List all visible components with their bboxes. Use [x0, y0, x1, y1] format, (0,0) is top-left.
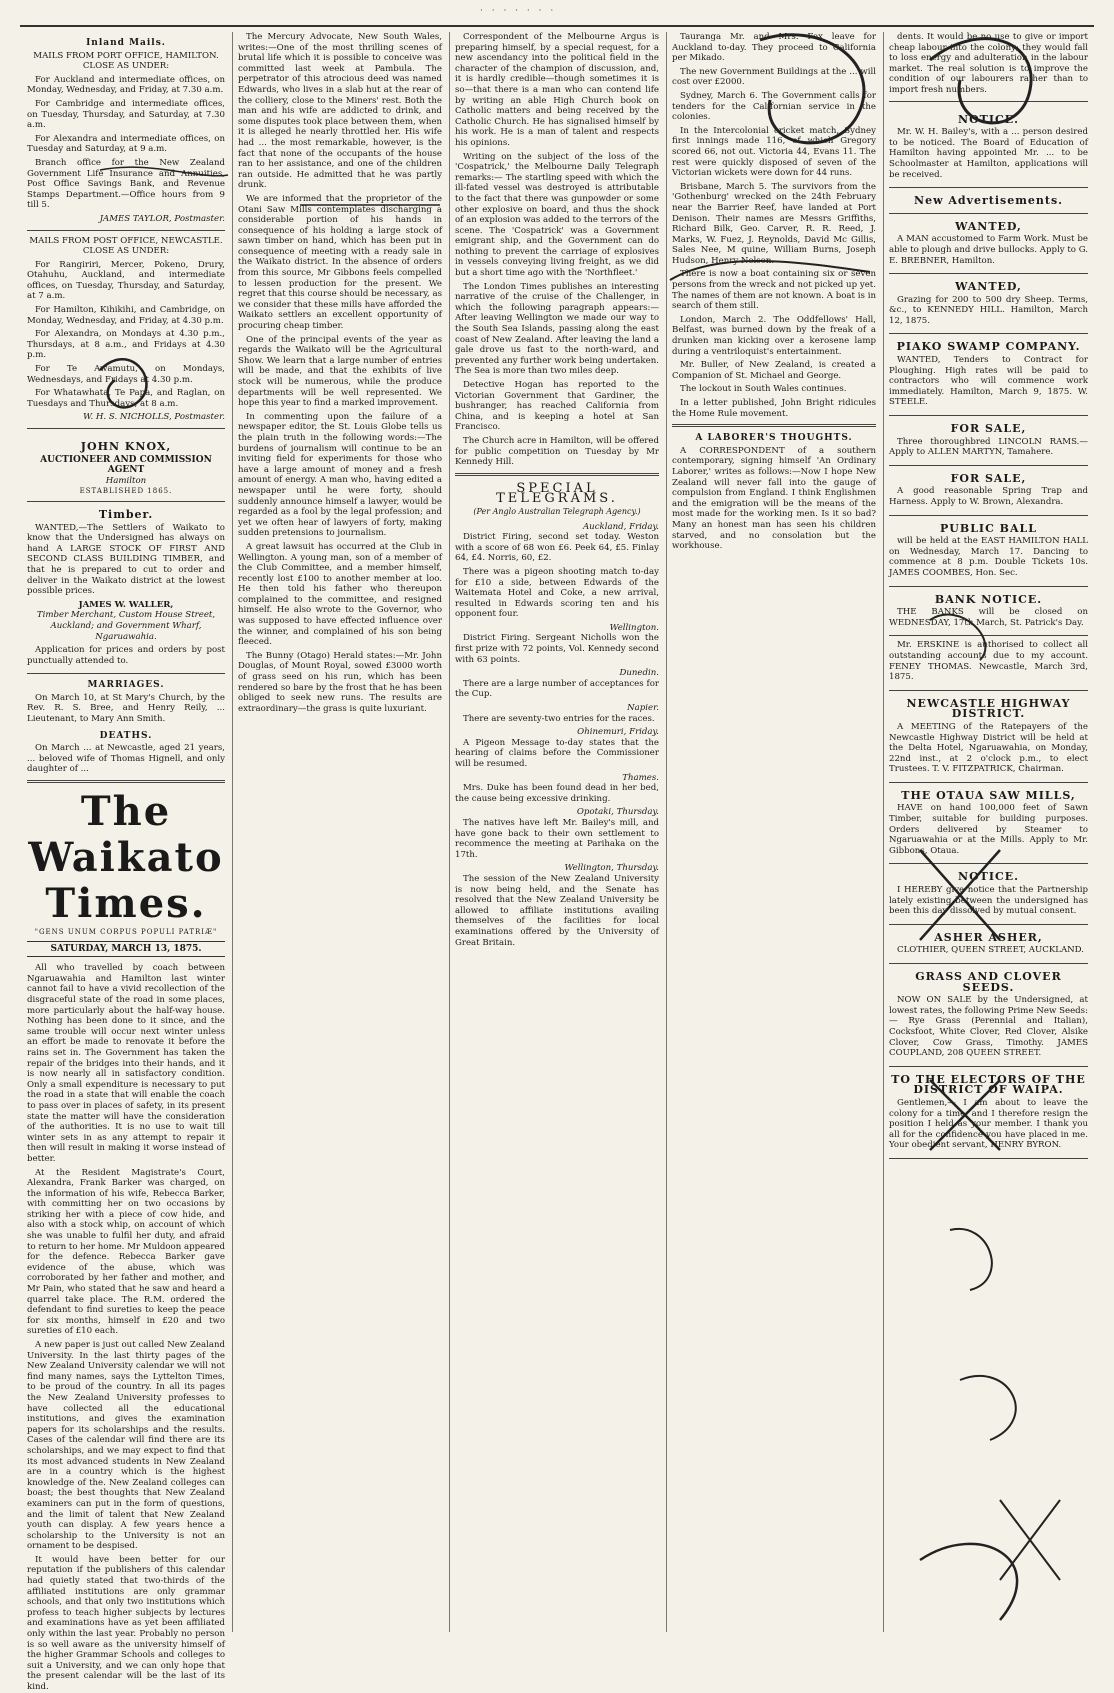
- ad-heading: FOR SALE,: [950, 422, 1027, 436]
- column-2-body: [238, 32, 442, 714]
- ad-text: I HEREBY give notice that the Partnership lately existing between the undersigned has been this day dissolved by mutual consent.: [889, 885, 1088, 917]
- classified-ad: [889, 214, 1088, 274]
- ad-text: A MEETING of the Ratepayers of the Newcastle Highway District will be held at the Delta Hotel, Ngaruawahia, on Monday, 22nd inst., at 2 o'clock p.m., to elect Trustees. T. V. FITZPATRICK, Chairman.: [889, 721, 1088, 775]
- mails-intro: MAILS FROM PORT OFFICE, HAMILTON. CLOSE AS UNDER:: [33, 50, 219, 72]
- mail-line: For Rangiriri, Mercer, Pokeno, Drury, Otahuhu, Auckland, and intermediate offices, on Tuesday, Thursday, and Saturday, at 7 a.m.: [27, 259, 225, 302]
- telegram-place: Auckland, Friday.: [582, 521, 659, 532]
- telegram-item: [455, 623, 659, 665]
- masthead-title: The Waikato Times.: [28, 788, 224, 928]
- column-4: [666, 32, 881, 1632]
- mails2-intro: MAILS FROM POST OFFICE, NEWCASTLE. CLOSE AS UNDER:: [29, 235, 223, 257]
- telegram-text: The natives have left Mr. Bailey's mill, and have gone back to their own settlement to recommence the meeting at Parihaka on the 17th.: [455, 817, 659, 860]
- column-2: [232, 32, 447, 1632]
- labour-text: A CORRESPONDENT of a southern contemporary, signing himself 'An Ordinary Laborer,' writes as follows:—Now I hope New Zealand will never fall into the gauge of compulsion from England. I think Englishmen and the emigration will be the means of the most made for the working men. Is it so bad? Many an honest man has seen his children starved, and no consolation but the workhouse.: [672, 445, 876, 552]
- column-3: [449, 32, 664, 1632]
- ad-text: A good reasonable Spring Trap and Harness. Apply to W. Brown, Alexandra.: [889, 486, 1088, 507]
- article-paragraph: In a letter published, John Bright ridicules the Home Rule movement.: [672, 398, 876, 419]
- article-paragraph: Correspondent of the Melbourne Argus is preparing himself, by a special request, for a new ascendancy into the political field in the character of the champion of discussion, and, it is hardly credible—though sometimes it is so—that there is a man who can contend life by writing an able High Church book on Catholic matters and being received by the Catholic Church. He has signalised himself by his work. He is a man of talent and respects his opinions.: [455, 32, 659, 148]
- ad-heading: New Advertisements.: [914, 194, 1063, 208]
- knox-name: JOHN KNOX,: [80, 440, 172, 453]
- classified-ad: [889, 274, 1088, 334]
- article-paragraph: In commenting upon the failure of a newspaper editor, the St. Louis Globe tells us the plain truth in the following words:—The burdens of journalism will continue to be an inviting field for experiments for those who have a large amount of money and a fresh amount of energy. A man who, having edited a newspaper until he were forty, should suddenly announce himself a lawyer, would be regarded as a fool by the legal profession; and yet we often hear of lawyers of forty, making sudden pretensions to journalism.: [238, 411, 442, 539]
- telegrams-heading: SPECIAL TELEGRAMS.: [496, 480, 618, 507]
- article-paragraph: Brisbane, March 5. The survivors from the 'Gothenburg' wrecked on the 24th February near the Barrier Reef, have landed at Port Denison. Their names are Messrs Griffiths, Richard Bilk, Geo. Carver, R. R. Reed, J. Marks, W. Fuez, J. Reynolds, David Mc Gillis, Sales Nee, M quine, William Burns, Joseph Hudson, Henry Nelson.: [672, 181, 876, 266]
- ad-heading: TO THE ELECTORS OF THE DISTRICT OF WAIPA.: [891, 1072, 1086, 1097]
- article-paragraph: In the Intercolonial cricket match, Sydney first innings made 116, of which Gregory scored 66, not out. Victoria 44, Evans 11. The rest were quickly disposed of seven of the Victorian wickets were down for 44 runs.: [672, 125, 876, 179]
- knox-est: ESTABLISHED 1865.: [79, 487, 173, 496]
- mails-list: [27, 75, 225, 211]
- telegram-text: District Firing. Sergeant Nicholls won the first prize with 72 points, Vol. Kennedy second with 63 points.: [455, 633, 659, 665]
- telegrams-sub: (Per Anglo Australian Telegraph Agency.): [473, 506, 641, 516]
- article-paragraph: We are informed that the proprietor of the Otani Saw Mills contemplates discharging a considerable portion of his hands in consequence of his holding a large stock of sawn timber on hand, which has been put in consequence of meeting with a ready sale in the Waikato district. In the absence of orders from this source, Mr Gibbons feels compelled to lessen production for the present. We regret that this course should be necessary, as we consider that these mills have afforded the Waikato settlers an excellent opportunity of procuring cheap timber.: [238, 193, 442, 332]
- timber-sub: Timber Merchant, Custom House Street, Auckland; and Government Wharf, Ngaruawahia.: [36, 610, 216, 642]
- ad-heading: WANTED,: [955, 280, 1022, 294]
- telegram-item: [455, 863, 659, 948]
- column-5-body: [889, 32, 1088, 96]
- telegram-place: Dunedin.: [619, 668, 659, 679]
- column-5-ads: [889, 107, 1088, 1159]
- marriages-heading: MARRIAGES.: [87, 680, 165, 691]
- classified-ad: [889, 188, 1088, 214]
- ad-text: A MAN accustomed to Farm Work. Must be able to plough and drive bullocks. Apply to G. E. BREBNER, Hamilton.: [889, 234, 1088, 266]
- article-paragraph: The Mercury Advocate, New South Wales, writes:—One of the most thrilling scenes of brutal life which it is possible to conceive was committed last week at Pambula. The perpetrator of this atrocious deed was named Edwards, who lives in a slab hut at the rear of the colliery, close to the Miners' rest. Both the man and his wife are addicted to drink, and some disputes took place between them, when it is alleged he nearly throttled her. His wife had ... the most remarkable, however, is the fact that none of the occupants of the house ran to her assistance, and one of the children ran outside. He admitted that he was partly drunk.: [238, 32, 442, 191]
- telegram-item: [455, 703, 659, 724]
- classified-ad: [889, 1067, 1088, 1159]
- ad-text: Grazing for 200 to 500 dry Sheep. Terms, &c., to KENNEDY HILL. Hamilton, March 12, 1875.: [889, 294, 1088, 326]
- classified-ad: [889, 925, 1088, 964]
- mail-line: For Alexandra, on Mondays at 4.30 p.m., Thursdays, at 8 a.m., and Fridays at 4.30 p.m.: [27, 329, 225, 361]
- telegram-text: Mrs. Duke has been found dead in her bed, the cause being excessive drinking.: [455, 783, 659, 804]
- telegram-place: Napier.: [627, 703, 659, 714]
- top-rule: [20, 25, 1094, 27]
- classified-ad: [889, 636, 1088, 690]
- labour-heading: A LABORER'S THOUGHTS.: [695, 433, 853, 444]
- telegram-text: There was a pigeon shooting match to-day for £10 a side, between Edwards of the Waitemata Hotel and Coke, a new arrival, resulted in Edwards scoring ten and his opponent four.: [455, 566, 659, 620]
- telegram-item: [455, 522, 659, 564]
- telegram-text: District Firing, second set today. Weston with a score of 68 won £6. Peek 64, £5. Finlay 64, £4. Norris, 60, £2.: [455, 532, 659, 564]
- telegram-place: Ohinemuri, Friday.: [577, 727, 659, 738]
- ad-text: will be held at the EAST HAMILTON HALL on Wednesday, March 17. Dancing to commence at 8 p.m. Double Tickets 10s. JAMES COOMBES, Hon. Sec.: [889, 536, 1088, 578]
- classified-ad: [889, 107, 1088, 189]
- deaths-heading: DEATHS.: [99, 730, 153, 741]
- ad-text: CLOTHIER, QUEEN STREET, AUCKLAND.: [897, 945, 1085, 956]
- marriages-text: On March 10, at St Mary's Church, by the Rev. R. S. Bree, and Henry Reily, ... Lieutenant, to Mary Ann Smith.: [27, 692, 225, 725]
- ad-heading: NOTICE.: [958, 870, 1019, 884]
- article-paragraph: Tauranga Mr. and Mrs. Fox leave for Auckland to-day. They proceed to California per Mikado.: [672, 32, 876, 64]
- telegram-text: There are seventy-two entries for the races.: [463, 713, 655, 724]
- article-paragraph: The lockout in South Wales continues.: [680, 384, 847, 395]
- article-paragraph: dents. It would be no use to give or import cheap labour into the colony; they would fall to loss energy and adulteration in the labour market. The real solution is to improve the condition of our labourers rather than to import fresh numbers.: [889, 32, 1088, 95]
- mail-line: For Cambridge and intermediate offices, on Tuesday, Thursday, and Saturday, at 7.30 a.m.: [27, 98, 225, 131]
- ad-text: Mr. W. H. Bailey's, with a ... person desired to be noticed. The Board of Education of Hamilton having appointed Mr. ... to be Schoolmaster at Hamilton, applications will be received.: [889, 127, 1088, 180]
- mail-line: For Whatawhata, Te Papa, and Raglan, on Tuesdays and Thursdays, at 8 a.m.: [27, 388, 225, 409]
- article-paragraph: It would have been better for our reputation if the publishers of this calendar had quietly stated that two-thirds of the affiliated institutions are only grammar schools, and that only two institutions which profess to teach higher subjects by lectures and examinations have as yet been affiliated only within the last year. Probably no person is so well aware as the university himself of the higher Grammar Schools and colleges to suit a University, and we can only hope that the present calendar will be the last of its kind.: [27, 1554, 225, 1692]
- telegram-item: [455, 727, 659, 769]
- telegram-item: [455, 668, 659, 700]
- article-paragraph: Sydney, March 6. The Government calls for tenders for the Californian service in the colonies.: [672, 90, 876, 123]
- telegram-item: [455, 773, 659, 805]
- classified-ad: [889, 416, 1088, 466]
- telegram-place: Opotaki, Thursday.: [576, 807, 659, 818]
- telegram-item: [455, 567, 659, 620]
- knox-title: AUCTIONEER AND COMMISSION AGENT: [40, 454, 212, 476]
- mails-heading: Inland Mails.: [86, 38, 166, 48]
- masthead-dateline: SATURDAY, MARCH 13, 1875.: [27, 941, 225, 958]
- classified-ad: [889, 864, 1088, 924]
- article-paragraph: Mr. Buller, of New Zealand, is created a Companion of St. Michael and George.: [672, 360, 876, 381]
- mail-line: For Te Awamutu, on Mondays, Wednesdays, and Fridays at 4.30 p.m.: [27, 364, 225, 385]
- column-3-body: [455, 32, 659, 468]
- ad-heading: GRASS AND CLOVER SEEDS.: [915, 970, 1062, 994]
- mail-line: For Alexandra and intermediate offices, on Tuesday and Saturday, at 9 a.m.: [27, 133, 225, 155]
- article-paragraph: At the Resident Magistrate's Court, Alexandra, Frank Barker was charged, on the information of his wife, Rebecca Barker, with committing her on two occasions by striking her with a piece of cow hide, and also with a stock whip, on account of which she was unable to fulfil her duty, and afraid to return to her home. Mr Muldoon appeared for the defence. Rebecca Barker gave evidence of the abuse, which was corroborated by her father and mother, and Mr Pain, who stated that he saw and heard a quarrel take place. The R.M. ordered the defendant to find sureties to keep the peace for six months, himself in £20 and two sureties of £10 each.: [27, 1167, 226, 1337]
- ad-text: THE BANKS will be closed on WEDNESDAY, 17th March, St. Patrick's Day.: [889, 607, 1088, 628]
- timber-text: WANTED,—The Settlers of Waikato to know that the Undersigned has always on hand A LARGE STOCK OF FIRST AND SECOND CLASS BUILDING TIMBER, and that he is prepared to cut to order and deliver in the Waikato district at the lowest possible prices.: [27, 522, 225, 597]
- article-paragraph: The Church acre in Hamilton, will be offered for public competition on Tuesday by Mr Kennedy Hill.: [455, 435, 659, 468]
- column-5: [883, 32, 1093, 1632]
- column-4-body: [672, 32, 876, 419]
- timber-heading: Timber.: [98, 507, 154, 521]
- telegram-place: Thames.: [622, 772, 659, 783]
- postmaster-2: W. H. S. NICHOLLS, Postmaster.: [83, 412, 225, 423]
- mails2-list: [27, 260, 225, 410]
- classified-ad: [889, 466, 1088, 516]
- article-paragraph: The new Government Buildings at the ... will cost over £2000.: [672, 66, 876, 88]
- ad-text: NOW ON SALE by the Undersigned, at lowest rates, the following Prime New Seeds:— Rye Grass (Perennial and Italian), Cocksfoot, White Clover, Red Clover, Alsike Clover, Cow Grass, Timothy. JAMES COUPLAND, 208 QUEEN STREET.: [889, 995, 1088, 1059]
- classified-ad: [889, 964, 1088, 1067]
- ad-text: Mr. ERSKINE is authorised to collect all outstanding accounts due to my account. FENEY THOMAS. Newcastle, March 3rd, 1875.: [889, 640, 1088, 683]
- telegram-text: There are a large number of acceptances for the Cup.: [455, 678, 659, 700]
- timber-note: Application for prices and orders by post punctually attended to.: [27, 645, 225, 666]
- article-paragraph: All who travelled by coach between Ngaruawahia and Hamilton last winter cannot fail to have a vivid recollection of the disgraceful state of the road in some places, more particularly about the half-way house. Nothing has been done to it since, and the same trouble will occur next winter unless an effort be made to renovate it before the rains set in. The Government has taken the repair of the bridges into their hands, and it is now nearly all in satisfactory condition. Only a small expenditure is necessary to put the road in a state that will enable the coach to pass over in places of safety, in its present state the matter will have the consideration of the authorities. It is no use to wait till winter sets in as any attempt to repair it then will result in making it worse instead of better.: [27, 963, 225, 1164]
- ad-heading: THE OTAUA SAW MILLS,: [901, 788, 1076, 802]
- article-paragraph: The London Times publishes an interesting narrative of the cruise of the Challenger, in which the following paragraph appears:—After leaving Wellington we made our way to the South Sea Islands, passing along the east coast of New Zealand. After leaving the land a gale drove us fast to the north-ward, and prevented any further work being undertaken. The Sea is more than two miles deep.: [455, 281, 659, 377]
- classified-ad: [889, 783, 1088, 865]
- telegram-item: [455, 807, 659, 860]
- classified-ad: [889, 691, 1088, 783]
- ad-text: Gentlemen,— I am about to leave the colony for a time, and I therefore resign the position I held as your member. I thank you all for the confidence you have placed in me. Your obedient servant, HENRY BYRON.: [889, 1097, 1088, 1151]
- knox-ad: [27, 434, 225, 502]
- ad-heading: WANTED,: [955, 219, 1022, 233]
- article-paragraph: One of the principal events of the year as regards the Waikato will be the Agricultural Show. We learn that a large number of entries will be made, and that the exhibits of live stock will be numerous, while the produce departments will be well represented. We hope this year to find a marked improvement.: [238, 334, 442, 409]
- article-paragraph: London, March 2. The Oddfellows' Hall, Belfast, was burned down by the freak of a drunken man kicking over a kerosene lamp during a ventriloquist's entertainment.: [672, 314, 876, 357]
- mail-line: For Hamilton, Kihikihi, and Cambridge, on Monday, Wednesday, and Friday, at 4.30 p.m.: [27, 305, 225, 326]
- telegram-text: A Pigeon Message to-day states that the hearing of claims before the Commissioner will be resumed.: [455, 737, 659, 769]
- column-1: [22, 32, 230, 1692]
- ad-text: Three thoroughbred LINCOLN RAMS.—Apply to ALLEN MARTYN, Tamahere.: [889, 436, 1088, 458]
- column-1-body: [27, 963, 225, 1692]
- article-paragraph: A great lawsuit has occurred at the Club in Wellington. A young man, son of a member of the Club Committee, and a member himself, recently lost £100 to another member at loo. He then told his father who thereupon complained to the committee, and resigned himself. He also wrote to the Governor, who was supposed to have effected influence over the winner, and complained of his son being fleeced.: [238, 541, 442, 648]
- postmaster-1: JAMES TAYLOR, Postmaster.: [99, 213, 225, 224]
- timber-sig: JAMES W. WALLER,: [78, 599, 174, 610]
- article-paragraph: A new paper is just out called New Zealand University. In the last thirty pages of the New Zealand University calendar we will not find many names, says the Lyttelton Times, to be proud of the country. In all its pages the New Zealand University professes to have collected all the educational institutions, and gives the examination papers for its scholarships and the results. Cases of the calendar will find there are its scholarships, and we may expect to find that its most advanced students in New Zealand are in a country which is the highest knowledge of the. New Zealand colleges can boast; the best thoughts that New Zealand examiners can put in the form of questions, and the limit of talent that New Zealand youth can display. A few years hence a scholarship to the University is not an ornament to be despised.: [27, 1340, 225, 1552]
- classified-ad: [889, 334, 1088, 416]
- article-paragraph: There is now a boat containing six or seven persons from the wreck and not picked up yet. The names of them are not known. A boat is in search of them still.: [672, 269, 876, 312]
- telegram-place: Wellington, Thursday.: [564, 863, 659, 874]
- telegrams-list: [455, 522, 659, 949]
- mail-line: Branch office for the New Zealand Government Life Insurance and Annuities, Post Office Savings Bank, and Revenue Stamps Department.—Office hours from 9 till 5.: [27, 157, 225, 211]
- timber-ad: [27, 502, 225, 674]
- article-paragraph: Detective Hogan has reported to the Victorian Government that Gardiner, the bushranger, has reached California from China, and is keeping a hotel at San Francisco.: [455, 380, 659, 433]
- ad-heading: PIAKO SWAMP COMPANY.: [896, 340, 1081, 354]
- knox-place: Hamilton: [105, 475, 147, 486]
- telegram-text: The session of the New Zealand University is now being held, and the Senate has resolved that the New Zealand University be allowed to affiliate institutions availing themselves of the facilities for local examinations offered by the University of Great Britain.: [455, 873, 659, 948]
- masthead-motto: "GENS UNUM CORPUS POPULI PATRIÆ": [34, 928, 218, 937]
- telegram-place: Wellington.: [609, 622, 659, 633]
- article-paragraph: Writing on the subject of the loss of the 'Cospatrick,' the Melbourne Daily Telegraph remarks:— The startling speed with which the ill-fated vessel was destroyed is attributable to the fact that there was gunpowder or some other explosive on board, and thus the shock of an explosion was added to the terrors of the scene. The 'Cospatrick' was a Government emigrant ship, and the Government can do nothing to prevent the carriage of explosives in vessels conveying living freight, as we did but a short time ago with the 'Northfleet.': [455, 151, 660, 279]
- deaths-text: On March ... at Newcastle, aged 21 years, ... beloved wife of Thomas Hignell, and only daughter of ...: [27, 743, 225, 775]
- ad-heading: FOR SALE,: [950, 471, 1027, 485]
- ad-heading: BANK NOTICE.: [934, 592, 1043, 606]
- ad-heading: PUBLIC BALL: [940, 521, 1037, 535]
- classified-ad: [889, 516, 1088, 587]
- ad-text: HAVE on hand 100,000 feet of Sawn Timber, suitable for building purposes. Orders delivered by Steamer to Ngaruawahia or at the Mills. Apply to Mr. Gibbons, Otaua.: [889, 803, 1088, 856]
- ad-heading: NOTICE.: [958, 112, 1019, 126]
- mail-line: For Auckland and intermediate offices, on Monday, Wednesday, and Friday, at 7.30 a.m.: [27, 74, 225, 96]
- ad-text: WANTED, Tenders to Contract for Ploughing. High rates will be paid to contractors who will commence work immediately. Hamilton, March 9, 1875. W. STEELE.: [889, 355, 1088, 408]
- ad-heading: NEWCASTLE HIGHWAY DISTRICT.: [906, 696, 1071, 721]
- classified-ad: [889, 587, 1088, 637]
- article-paragraph: The Bunny (Otago) Herald states:—Mr. John Douglas, of Mount Royal, sowed £3000 worth of grass seed on his run, which has been rendered so bare by the frost that he has been obliged to seek new runs. The results are extraordinary—the grass is quite luxuriant.: [238, 650, 442, 714]
- header-marks: · · · · · · ·: [480, 6, 557, 16]
- ad-heading: ASHER ASHER,: [934, 930, 1043, 944]
